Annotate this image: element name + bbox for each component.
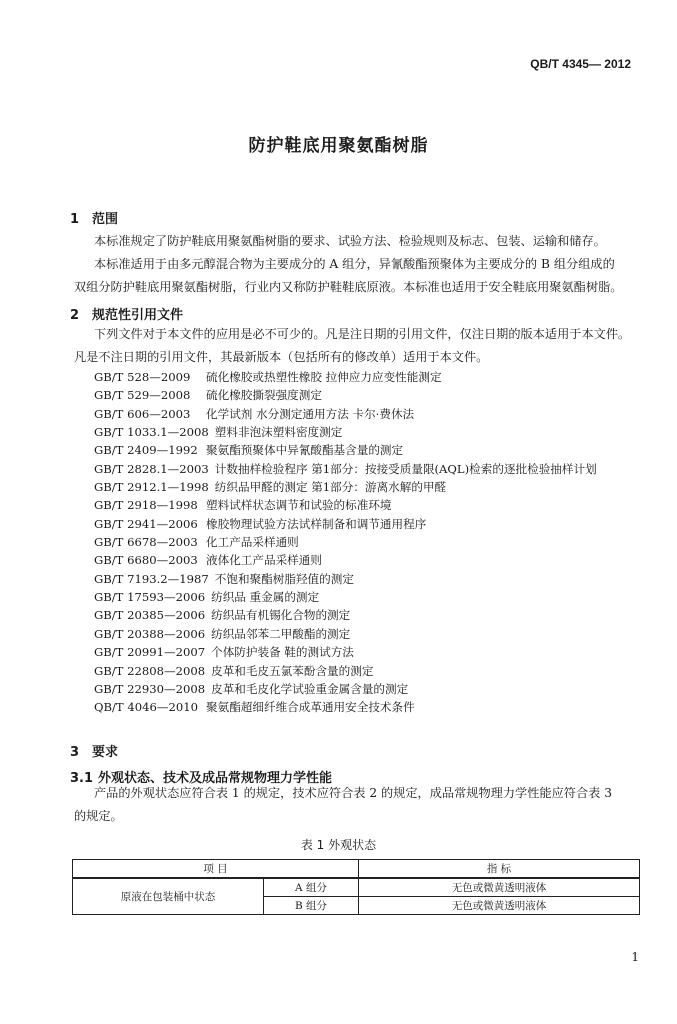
reference-item [94,441,597,459]
reference-item [94,662,597,680]
section-3-heading [70,741,118,760]
reference-code: GB/T 7193.2—1987 [94,571,209,586]
table-component: A 组分 [264,878,359,897]
reference-title: 皮革和毛皮化学试验重金属含量的测定 [211,681,409,696]
section-number: 2 [70,308,80,323]
reference-item [94,643,597,661]
reference-code: GB/T 6680—2003 [94,553,198,568]
section-1-body [74,230,634,299]
section-2-body [74,323,634,369]
reference-title: 塑料试样状态调节和试验的标准环境 [206,498,392,513]
table-header-row [73,860,640,879]
reference-item [94,496,597,514]
section-2-heading [70,304,183,323]
reference-title: 橡胶物理试验方法试样制备和调节通用程序 [206,516,427,531]
reference-title: 纺织品甲醛的测定 第1部分：游离水解的甲醛 [214,480,447,495]
reference-code: GB/T 2941—2006 [94,516,198,531]
reference-title: 计数抽样检验程序 第1部分：按接受质量限(AQL)检索的逐批检验抽样计划 [214,461,597,476]
reference-item [94,551,597,569]
reference-title: 皮革和毛皮五氯苯酚含量的测定 [211,663,374,678]
section-title: 要求 [92,745,119,760]
reference-title: 聚氨酯预聚体中异氰酸酯基含量的测定 [206,443,404,458]
standard-code: QB/T 4345— 2012 [530,57,631,71]
reference-code: GB/T 2409—1992 [94,443,198,458]
reference-code: QB/T 4046—2010 [94,700,198,715]
reference-item [94,386,597,404]
table-row [73,878,640,897]
paragraph-line: 的规定。 [74,809,123,823]
reference-code: GB/T 20991—2007 [94,645,206,660]
reference-title: 不饱和聚酯树脂羟值的测定 [214,571,354,586]
paragraph-line: 下列文件对于本文件的应用是必不可少的。凡是注日期的引用文件，仅注日期的版本适用于本文件。 [94,327,631,341]
section-1-heading [70,208,118,227]
reference-title: 液体化工产品采样通则 [206,553,322,568]
reference-code: GB/T 529—2008 [94,388,191,403]
reference-code: GB/T 1033.1—2008 [94,425,209,440]
paragraph-line: 本标准适用于由多元醇混合物为主要成分的 A 组分，异氰酸酯预聚体为主要成分的 B 组分组成的 [94,257,615,271]
reference-code: GB/T 20388—2006 [94,626,206,641]
section-number: 3 [70,745,80,760]
paragraph-line: 双组分防护鞋底用聚氨酯树脂，行业内又称防护鞋鞋底原液。本标准也适用于安全鞋底用聚氨酯树脂。 [74,280,623,294]
reference-item [94,478,597,496]
reference-item [94,368,597,386]
document-title: 防护鞋底用聚氨酯树脂 [248,136,429,156]
section-title: 范围 [92,212,119,227]
reference-code: GB/T 20385—2006 [94,608,206,623]
section-title: 规范性引用文件 [92,308,184,323]
reference-title: 塑料非泡沫塑料密度测定 [214,425,343,440]
table-header-item: 项 目 [73,860,359,879]
reference-title: 个体防护装备 鞋的测试方法 [211,645,354,660]
reference-title: 聚氨酯超细纤维合成革通用安全技术条件 [206,700,415,715]
reference-item [94,588,597,606]
page-number: 1 [631,950,639,964]
reference-title: 纺织品邻苯二甲酸酯的测定 [211,626,351,641]
reference-title: 硫化橡胶或热塑性橡胶 拉伸应力应变性能测定 [206,370,442,384]
appearance-table [72,859,640,915]
reference-item [94,698,597,716]
table-caption: 表 1 外观状态 [300,838,377,852]
table-value: 无色或微黄透明液体 [359,878,640,897]
reference-title: 化工产品采样通则 [206,535,299,550]
reference-item [94,680,597,698]
table-value: 无色或微黄透明液体 [359,897,640,915]
reference-code: GB/T 22808—2008 [94,663,206,678]
reference-code: GB/T 22930—2008 [94,681,206,696]
table-group-label: 原液在包装桶中状态 [73,878,264,915]
table-component: B 组分 [264,897,359,915]
reference-item [94,606,597,624]
reference-item [94,460,597,478]
reference-code: GB/T 6678—2003 [94,535,198,550]
section-number: 3.1 [70,771,94,786]
reference-code: GB/T 17593—2006 [94,590,206,605]
reference-item [94,515,597,533]
reference-code: GB/T 2918—1998 [94,498,198,513]
section-number: 1 [70,212,80,227]
section-3-1-body [74,782,634,828]
section-title: 外观状态、技术及成品常规物理力学性能 [98,771,333,786]
reference-title: 化学试剂 水分测定通用方法 卡尔·费休法 [206,406,415,421]
reference-code: GB/T 2828.1—2003 [94,461,209,476]
reference-item [94,570,597,588]
reference-title: 纺织品有机锡化合物的测定 [211,608,351,623]
reference-code: GB/T 606—2003 [94,406,191,421]
paragraph-line: 本标准规定了防护鞋底用聚氨酯树脂的要求、试验方法、检验规则及标志、包装、运输和储存。 [94,234,606,248]
reference-code: GB/T 528—2009 [94,370,191,384]
table-header-spec: 指 标 [359,860,640,879]
reference-item [94,533,597,551]
reference-item [94,625,597,643]
reference-title: 硫化橡胶撕裂强度测定 [206,388,322,403]
paragraph-line: 凡是不注日期的引用文件，其最新版本（包括所有的修改单）适用于本文件。 [74,350,489,364]
normative-references-list [94,368,597,717]
reference-code: GB/T 2912.1—1998 [94,480,209,495]
reference-item [94,405,597,423]
reference-title: 纺织品 重金属的测定 [211,590,320,605]
reference-item [94,423,597,441]
paragraph-line: 产品的外观状态应符合表 1 的规定，技术应符合表 2 的规定，成品常规物理力学性能应符合表 3 [94,786,612,800]
